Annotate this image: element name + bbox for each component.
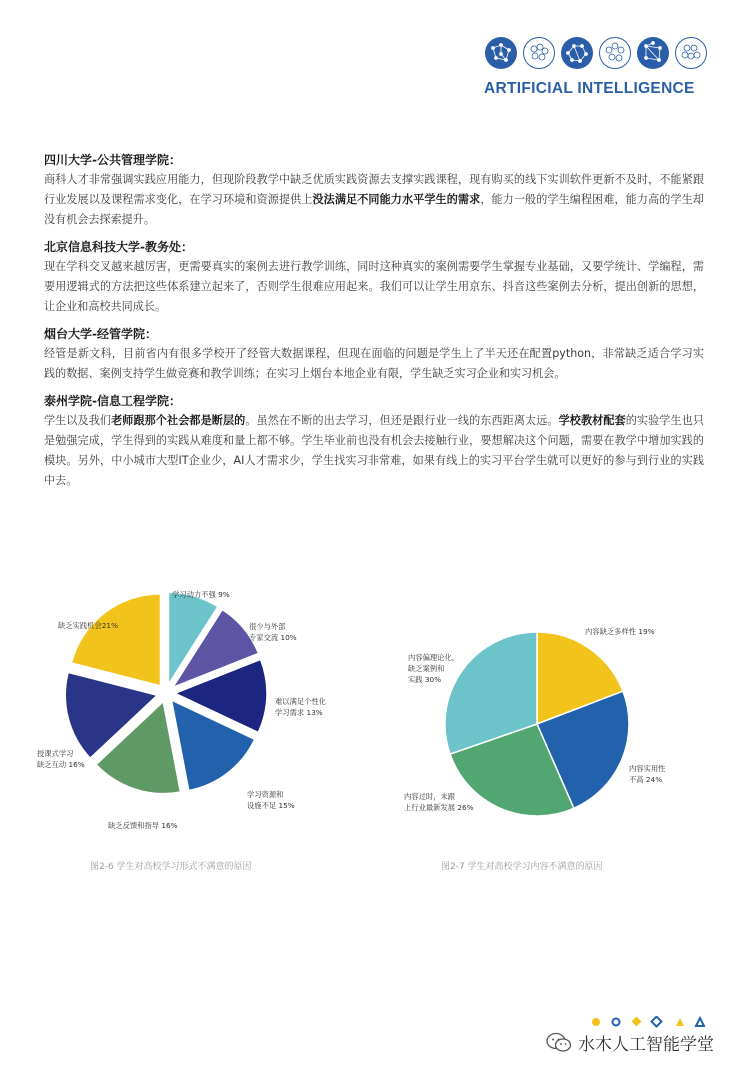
section-heading: 四川大学-公共管理学院：	[44, 153, 181, 167]
triangle-outline-shape	[696, 1018, 704, 1026]
slice-label-line: 缺乏案例和	[408, 664, 445, 673]
slice-label-line: 内容缺乏多样性 19%	[585, 627, 655, 636]
brain-circle-icon	[674, 36, 708, 70]
chart-caption: 图2-6 学生对高校学习形式不满意的原因	[90, 862, 252, 872]
slice-label-line: 内容偏理论化，	[408, 653, 460, 662]
quote-section	[44, 391, 704, 491]
ai-logo	[484, 36, 714, 98]
dot-shape	[592, 1018, 600, 1026]
section-paragraph	[44, 344, 704, 384]
bold-text-run: 没法满足不同能力水平学生的需求	[312, 193, 481, 206]
quote-section	[44, 150, 704, 230]
slice-label	[408, 653, 459, 684]
slice-label-line: 学习资源和	[247, 790, 284, 799]
diamond-shape	[632, 1017, 642, 1027]
brand-name: 水木人工智能学堂	[578, 1035, 714, 1055]
section-paragraph	[44, 411, 704, 491]
pie-charts	[0, 560, 744, 890]
text-run: 现在学科交叉越来越厉害，更需要真实的案例去进行教学训练，同时这种真实的案例需要学生掌握专业基础，又要学统计、学编程，需要用逻辑式的方法把这些体系建立起来了，否则学生很难应用起来。我们可以让学生用京东、抖音这些案例去分析，提出创新的思想，让企业和高校共同成长。	[44, 260, 704, 313]
text-run: 的实验学生也只是勉强完成，学生得到的实践从难度和量上都不够。学生毕业前也没有机会去接触行业，要想解决这个问题，需要在教学中增加实践的模块。另外，中小城市大型IT企业少，AI人才需求少，学生找实习非常难，如果有线上的实习平台学生就可以更好的参与到行业的实践中去。	[44, 414, 704, 487]
slice-label-line: 缺乏反馈和指导 16%	[108, 821, 178, 830]
decorative-shapes	[590, 1016, 720, 1028]
slice-label-line: 上行业最新发展 26%	[404, 803, 474, 812]
triangle-shape	[676, 1018, 684, 1026]
charts-area	[0, 560, 744, 890]
network-circle-icon	[560, 36, 594, 70]
slice-label	[404, 792, 474, 812]
text-run: ，能力一般的学生编程困难，能力高的学生却没有机会去探索提升。	[44, 193, 704, 226]
slice-label-line: 学习需求 13%	[275, 708, 323, 717]
slice-label-line: 内容过时，未跟	[404, 792, 456, 801]
text-run: 商科人才非常强调实践应用能力，但现阶段教学中缺乏优质实践资源去支撑实践课程，现有购买的线下实训软件更新不及时，不能紧跟行业发展以及课程需求变化，在学习环境和资源提供上	[44, 173, 704, 206]
wechat-icon	[546, 1032, 572, 1054]
slice-label	[585, 627, 655, 636]
slice-label	[58, 621, 118, 630]
slice-label-line: 实践 30%	[408, 675, 442, 684]
bold-text-run: 老师跟那个社会都是断层的	[111, 414, 246, 427]
slice-label	[172, 590, 230, 599]
slice-label-line: 难以满足个性化	[275, 697, 327, 706]
slice-label-line: 学习动力不强 9%	[172, 590, 230, 599]
text-run: 学生以及我们	[44, 414, 112, 427]
footer	[540, 1016, 740, 1060]
slice-label	[108, 821, 178, 830]
slice-label-line: 很少与外部	[249, 622, 286, 631]
slice-label-line: 内容实用性	[629, 764, 666, 773]
slice-label	[37, 749, 85, 769]
section-heading: 泰州学院-信息工程学院：	[44, 394, 181, 408]
slice-label-line: 缺乏互动 16%	[37, 760, 85, 769]
slice-label-line: 专家交流 10%	[249, 633, 297, 642]
text-run: 经管是新文科，目前省内有很多学校开了经管大数据课程，但现在面临的问题是学生上了半天还在配置python，非常缺乏适合学习实践的数据、案例支持学生做竞赛和教学训练；在实习上烟台本地企业有限，学生缺乏实习企业和实习机会。	[44, 347, 704, 380]
slice-label-line: 缺乏实践机会21%	[58, 621, 118, 630]
slice-label-line: 授课式学习	[37, 749, 74, 758]
text-run: 。虽然在不断的出去学习，但还是跟行业一线的东西距离太远。	[245, 414, 559, 427]
section-paragraph	[44, 257, 704, 317]
network-circle-icon	[636, 36, 670, 70]
bold-text-run: 学校教材配套	[558, 414, 626, 427]
interview-quotes	[44, 150, 704, 498]
section-heading: 烟台大学-经管学院：	[44, 327, 157, 341]
logo-icons	[484, 36, 714, 70]
slice-label-line: 不高 24%	[629, 775, 663, 784]
brain-circle-icon	[522, 36, 556, 70]
pie-slice	[71, 594, 160, 686]
logo-title: ARTIFICIAL INTELLIGENCE	[484, 80, 695, 97]
network-circle-icon	[484, 36, 518, 70]
section-paragraph	[44, 170, 704, 230]
brain-circle-icon	[598, 36, 632, 70]
slice-label	[275, 697, 327, 717]
ring-shape	[613, 1019, 620, 1026]
section-heading: 北京信息科技大学-教务处：	[44, 240, 193, 254]
slice-label	[249, 622, 297, 642]
chart-caption: 图2-7 学生对高校学习内容不满意的原因	[441, 862, 603, 872]
quote-section	[44, 237, 704, 317]
wechat-brand	[546, 1030, 714, 1055]
slice-label-line: 设施不足 15%	[247, 801, 295, 810]
diamond-outline-shape	[652, 1017, 662, 1027]
quote-section	[44, 324, 704, 384]
slice-label	[247, 790, 295, 810]
slice-label	[629, 764, 666, 784]
